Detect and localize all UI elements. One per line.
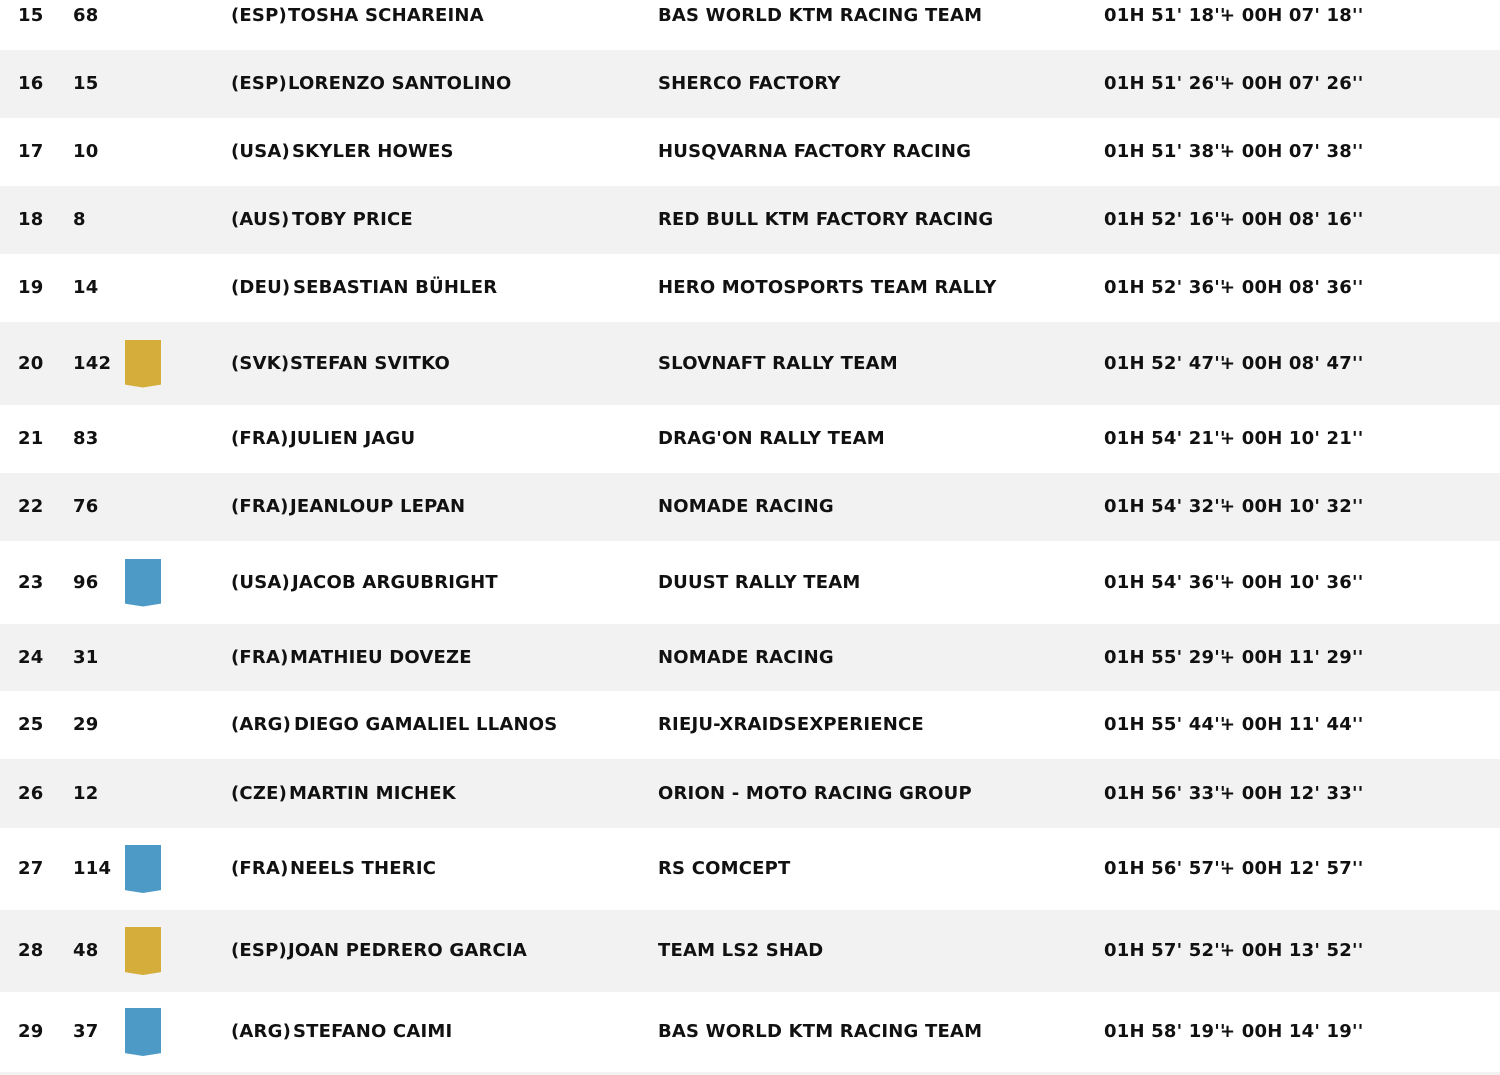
time-gap-cell: + 00H 11' 44'' xyxy=(1220,714,1364,735)
bib-number-cell: 114 xyxy=(73,858,112,879)
team-name-cell[interactable]: ORION - MOTO RACING GROUP xyxy=(658,782,972,804)
table-row[interactable] xyxy=(0,50,1500,118)
position-cell: 16 xyxy=(18,73,44,94)
bib-number-cell: 96 xyxy=(73,571,99,593)
nationality-cell: (ARG) xyxy=(231,714,292,735)
team-name-cell[interactable]: NOMADE RACING xyxy=(658,646,834,668)
rider-name-cell[interactable]: JULIEN JAGU xyxy=(290,428,416,449)
time-gap-cell: + 00H 07' 18'' xyxy=(1220,5,1364,26)
stage-time-cell: 01H 54' 32'' xyxy=(1104,496,1226,517)
nationality-cell: (ESP) xyxy=(231,940,287,961)
team-name-cell[interactable]: TEAM LS2 SHAD xyxy=(658,940,824,961)
gold-category-badge-icon xyxy=(125,927,161,975)
team-name-cell[interactable]: SHERCO FACTORY xyxy=(658,73,841,94)
team-name-cell[interactable]: DRAG'ON RALLY TEAM xyxy=(658,428,885,449)
bib-number-cell: 12 xyxy=(73,782,99,804)
team-name-cell[interactable]: SLOVNAFT RALLY TEAM xyxy=(658,352,898,374)
position-cell: 26 xyxy=(18,782,44,804)
stage-time-cell: 01H 54' 21'' xyxy=(1104,428,1226,449)
team-name-cell[interactable]: NOMADE RACING xyxy=(658,496,834,517)
nationality-cell: (ESP) xyxy=(231,5,287,26)
table-row[interactable] xyxy=(0,0,1500,50)
stage-time-cell: 01H 52' 36'' xyxy=(1104,277,1226,298)
time-gap-cell: + 00H 10' 36'' xyxy=(1220,571,1364,593)
table-row[interactable] xyxy=(0,118,1500,186)
nationality-cell: (FRA) xyxy=(231,858,289,879)
time-gap-cell: + 00H 08' 36'' xyxy=(1220,277,1364,298)
stage-time-cell: 01H 51' 26'' xyxy=(1104,73,1226,94)
blue-category-badge-icon xyxy=(125,559,161,607)
table-row[interactable] xyxy=(0,759,1500,828)
position-cell: 20 xyxy=(18,352,44,374)
nationality-cell: (ESP) xyxy=(231,73,287,94)
bib-number-cell: 8 xyxy=(73,209,86,230)
rider-name-cell[interactable]: TOSHA SCHAREINA xyxy=(288,5,484,26)
table-row[interactable] xyxy=(0,405,1500,473)
rider-name-cell[interactable]: SEBASTIAN BÜHLER xyxy=(293,277,498,298)
blue-category-badge-icon xyxy=(125,1008,161,1056)
team-name-cell[interactable]: BAS WORLD KTM RACING TEAM xyxy=(658,5,983,26)
stage-time-cell: 01H 51' 38'' xyxy=(1104,141,1226,162)
table-row[interactable] xyxy=(0,322,1500,405)
bib-number-cell: 10 xyxy=(73,141,99,162)
rider-name-cell[interactable]: SKYLER HOWES xyxy=(292,141,454,162)
stage-time-cell: 01H 57' 52'' xyxy=(1104,940,1226,961)
position-cell: 18 xyxy=(18,209,44,230)
bib-number-cell: 37 xyxy=(73,1021,99,1042)
table-row[interactable] xyxy=(0,910,1500,992)
gold-category-badge-icon xyxy=(125,340,161,388)
table-row[interactable] xyxy=(0,186,1500,254)
position-cell: 29 xyxy=(18,1021,44,1042)
rider-name-cell[interactable]: NEELS THERIC xyxy=(290,858,437,879)
stage-time-cell: 01H 58' 19'' xyxy=(1104,1021,1226,1042)
stage-time-cell: 01H 55' 44'' xyxy=(1104,714,1226,735)
position-cell: 21 xyxy=(18,428,44,449)
bib-number-cell: 29 xyxy=(73,714,99,735)
time-gap-cell: + 00H 08' 16'' xyxy=(1220,209,1364,230)
time-gap-cell: + 00H 12' 57'' xyxy=(1220,858,1364,879)
bib-number-cell: 142 xyxy=(73,352,112,374)
rider-name-cell[interactable]: MARTIN MICHEK xyxy=(289,782,456,804)
nationality-cell: (USA) xyxy=(231,571,290,593)
nationality-cell: (USA) xyxy=(231,141,290,162)
team-name-cell[interactable]: RED BULL KTM FACTORY RACING xyxy=(658,209,994,230)
table-row[interactable] xyxy=(0,254,1500,322)
stage-time-cell: 01H 52' 16'' xyxy=(1104,209,1226,230)
position-cell: 24 xyxy=(18,646,44,668)
bib-number-cell: 68 xyxy=(73,5,99,26)
position-cell: 22 xyxy=(18,496,44,517)
team-name-cell[interactable]: RS COMCEPT xyxy=(658,858,791,879)
time-gap-cell: + 00H 07' 38'' xyxy=(1220,141,1364,162)
team-name-cell[interactable]: HUSQVARNA FACTORY RACING xyxy=(658,141,972,162)
position-cell: 15 xyxy=(18,5,44,26)
rider-name-cell[interactable]: MATHIEU DOVEZE xyxy=(290,646,472,668)
rider-name-cell[interactable]: LORENZO SANTOLINO xyxy=(288,73,512,94)
bib-number-cell: 15 xyxy=(73,73,99,94)
nationality-cell: (ARG) xyxy=(231,1021,292,1042)
rider-name-cell[interactable]: JEANLOUP LEPAN xyxy=(290,496,466,517)
rider-name-cell[interactable]: TOBY PRICE xyxy=(292,209,413,230)
time-gap-cell: + 00H 10' 21'' xyxy=(1220,428,1364,449)
rider-name-cell[interactable]: JACOB ARGUBRIGHT xyxy=(292,571,498,593)
rider-name-cell[interactable]: STEFANO CAIMI xyxy=(293,1021,453,1042)
time-gap-cell: + 00H 12' 33'' xyxy=(1220,782,1364,804)
time-gap-cell: + 00H 11' 29'' xyxy=(1220,646,1364,668)
rider-name-cell[interactable]: JOAN PEDRERO GARCIA xyxy=(288,940,527,961)
nationality-cell: (AUS) xyxy=(231,209,290,230)
blue-category-badge-icon xyxy=(125,845,161,893)
bib-number-cell: 48 xyxy=(73,940,99,961)
rider-name-cell[interactable]: STEFAN SVITKO xyxy=(290,352,450,374)
time-gap-cell: + 00H 14' 19'' xyxy=(1220,1021,1364,1042)
stage-time-cell: 01H 54' 36'' xyxy=(1104,571,1226,593)
nationality-cell: (FRA) xyxy=(231,496,289,517)
bib-number-cell: 31 xyxy=(73,646,99,668)
rider-name-cell[interactable]: DIEGO GAMALIEL LLANOS xyxy=(294,714,558,735)
team-name-cell[interactable]: HERO MOTOSPORTS TEAM RALLY xyxy=(658,277,997,298)
stage-time-cell: 01H 52' 47'' xyxy=(1104,352,1226,374)
bib-number-cell: 76 xyxy=(73,496,99,517)
stage-time-cell: 01H 51' 18'' xyxy=(1104,5,1226,26)
stage-time-cell: 01H 56' 57'' xyxy=(1104,858,1226,879)
nationality-cell: (DEU) xyxy=(231,277,291,298)
time-gap-cell: + 00H 08' 47'' xyxy=(1220,352,1364,374)
stage-time-cell: 01H 56' 33'' xyxy=(1104,782,1226,804)
nationality-cell: (SVK) xyxy=(231,352,290,374)
table-row[interactable] xyxy=(0,691,1500,759)
time-gap-cell: + 00H 13' 52'' xyxy=(1220,940,1364,961)
time-gap-cell: + 00H 10' 32'' xyxy=(1220,496,1364,517)
nationality-cell: (FRA) xyxy=(231,646,289,668)
table-row[interactable] xyxy=(0,992,1500,1072)
position-cell: 27 xyxy=(18,858,44,879)
team-name-cell[interactable]: BAS WORLD KTM RACING TEAM xyxy=(658,1021,983,1042)
position-cell: 25 xyxy=(18,714,44,735)
nationality-cell: (FRA) xyxy=(231,428,289,449)
time-gap-cell: + 00H 07' 26'' xyxy=(1220,73,1364,94)
nationality-cell: (CZE) xyxy=(231,782,288,804)
position-cell: 17 xyxy=(18,141,44,162)
team-name-cell[interactable]: RIEJU-XRAIDSEXPERIENCE xyxy=(658,714,924,735)
bib-number-cell: 83 xyxy=(73,428,99,449)
stage-time-cell: 01H 55' 29'' xyxy=(1104,646,1226,668)
bib-number-cell: 14 xyxy=(73,277,99,298)
table-row[interactable] xyxy=(0,624,1500,691)
table-row[interactable] xyxy=(0,828,1500,910)
position-cell: 28 xyxy=(18,940,44,961)
table-row[interactable] xyxy=(0,541,1500,624)
table-row[interactable] xyxy=(0,473,1500,541)
position-cell: 19 xyxy=(18,277,44,298)
position-cell: 23 xyxy=(18,571,44,593)
team-name-cell[interactable]: DUUST RALLY TEAM xyxy=(658,571,861,593)
